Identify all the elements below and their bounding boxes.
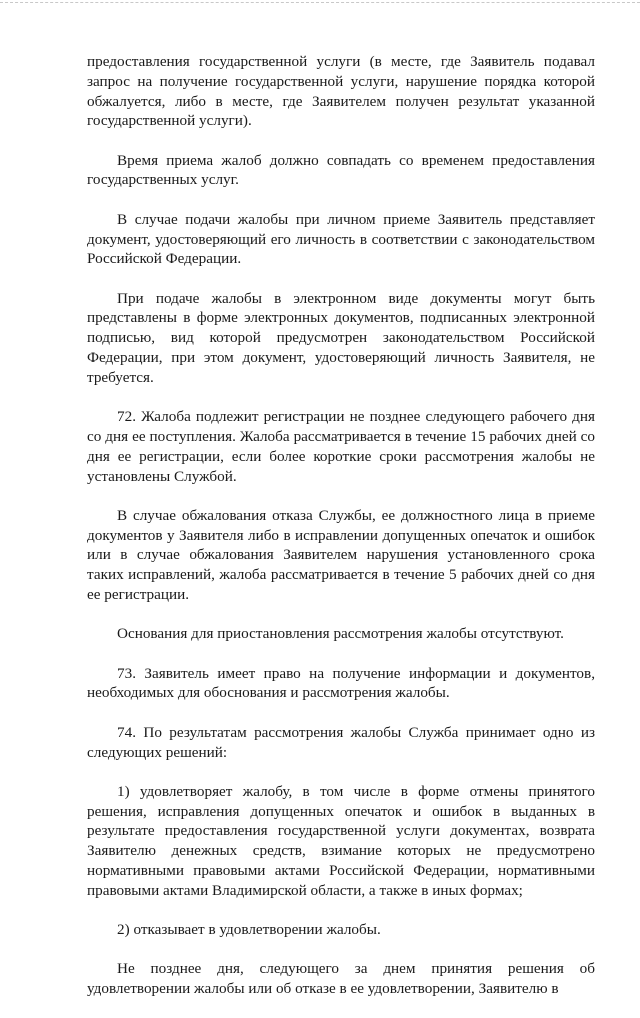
paragraph-no-suspension: Основания для приостановления рассмотрения жалобы отсутствуют. — [117, 625, 564, 643]
scan-edge-line — [0, 2, 640, 3]
paragraph-reception-time: Время приема жалоб должно совпадать со временем предоставления государственных услуг. — [87, 151, 595, 189]
paragraph-item-74: 74. По результатам рассмотрения жалобы Служба принимает одно из следующих решений: — [87, 723, 595, 761]
paragraph-refusal-appeal: В случае обжалования отказа Службы, ее должностного лица в приеме документов у Заявителя либо в исправлении допущенных опечаток и ошибок или в случае обжалования Заявителем нарушения установленного срока таких исправлений, жалоба рассматривается в течение 5 рабочих дней со дня ее регистрации. — [87, 506, 595, 604]
paragraph-notification: Не позднее дня, следующего за днем принятия решения об удовлетворении жалобы или об отказе в ее удовлетворении, Заявителю в — [87, 960, 595, 998]
paragraph-decision-2: 2) отказывает в удовлетворении жалобы. — [117, 921, 381, 939]
paragraph-electronic-complaint: При подаче жалобы в электронном виде документы могут быть представлены в форме электронных документов, подписанных электронной подписью, вид которой предусмотрен законодательством Российской Федерации, при этом документ, удостоверяющий личность Заявителя, не требуется. — [87, 289, 595, 386]
paragraph-item-72: 72. Жалоба подлежит регистрации не позднее следующего рабочего дня со дня ее поступления. Жалоба рассматривается в течение 15 рабочих дней со дня ее регистрации, если более короткие сроки рассмотрения жалобы не установлены Службой. — [87, 408, 595, 485]
paragraph-personal-reception: В случае подачи жалобы при личном приеме Заявитель представляет документ, удостоверяющий его личность в соответствии с законодательством Российской Федерации. — [87, 210, 595, 268]
document-body — [87, 52, 595, 1018]
paragraph-decision-1: 1) удовлетворяет жалобу, в том числе в форме отмены принятого решения, исправления допущенных опечаток и ошибок в выданных в результате предоставления государственной услуги документах, возврата Заявителю денежных средств, взимание которых не предусмотрено нормативными правовыми актами Российской Федерации, нормативными правовыми актами Владимирской области, а также в иных формах; — [87, 782, 595, 899]
paragraph-item-73: 73. Заявитель имеет право на получение информации и документов, необходимых для обоснования и рассмотрения жалобы. — [87, 664, 595, 702]
paragraph-continued: предоставления государственной услуги (в месте, где Заявитель подавал запрос на получение государственной услуги, нарушение порядка которой обжалуется, либо в месте, где Заявителем получен результат указанной государственной услуги). — [87, 53, 595, 130]
